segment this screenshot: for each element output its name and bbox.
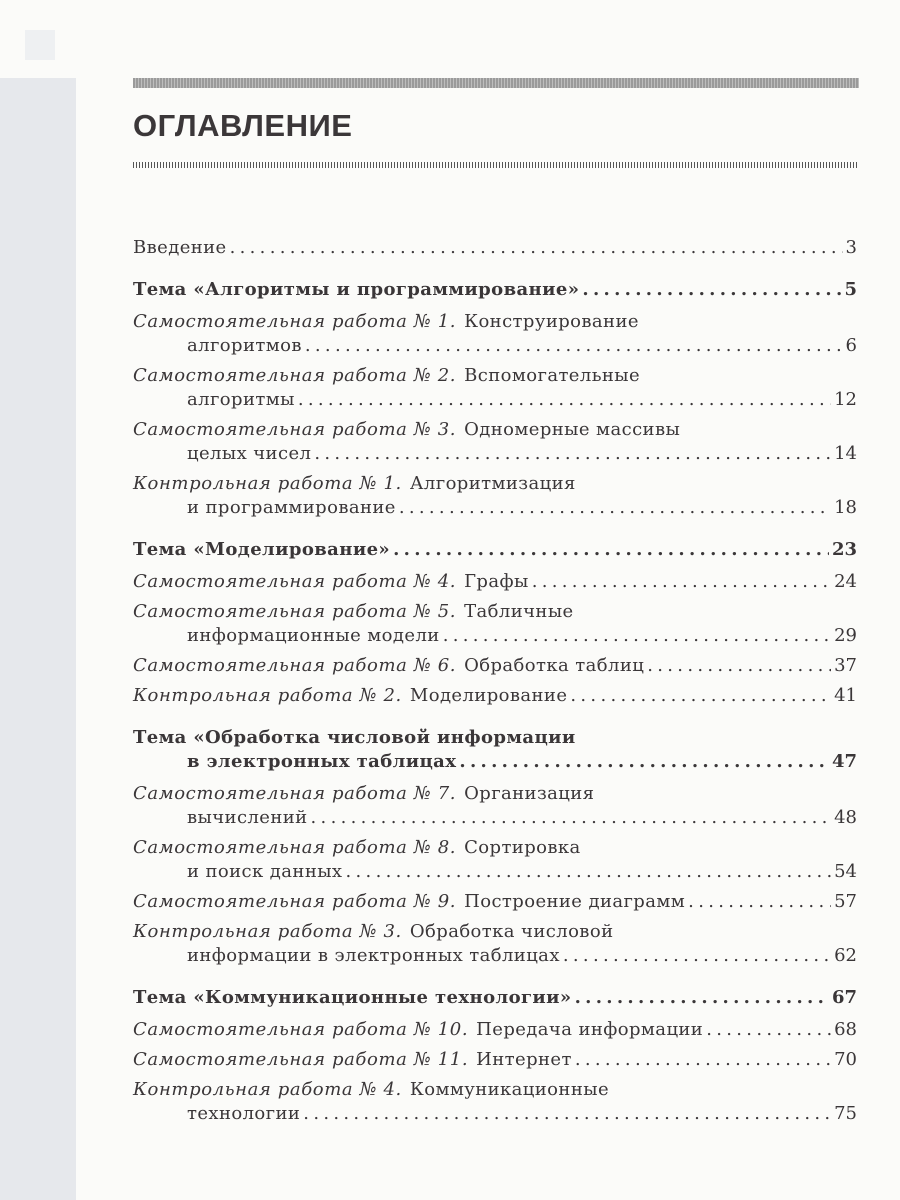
page-number: 6 xyxy=(845,335,857,356)
dot-leader xyxy=(532,570,831,594)
entry-title: Коммуникационные xyxy=(409,1079,609,1100)
entry-line xyxy=(133,890,857,914)
entry-title: Тема «Алгоритмы и программирование» xyxy=(133,279,580,300)
entry-title: Введение xyxy=(133,237,227,258)
dot-leader xyxy=(399,496,831,520)
entry-title-continuation: и поиск данных xyxy=(187,861,343,882)
dot-leader xyxy=(575,1048,831,1072)
entry-line-continuation xyxy=(133,1102,857,1126)
entry-title-continuation: целых чисел xyxy=(187,443,312,464)
entry-title: Организация xyxy=(464,783,595,804)
entry-label: Самостоятельная работа № 3. xyxy=(133,419,457,440)
entry-label: Самостоятельная работа № 5. xyxy=(133,601,457,622)
entry-label: Самостоятельная работа № 6. xyxy=(133,655,457,676)
entry-title-continuation: технологии xyxy=(187,1103,301,1124)
entry-title: Интернет xyxy=(476,1049,572,1070)
page-number: 68 xyxy=(834,1019,857,1040)
dot-leader xyxy=(311,806,832,830)
page-number: 70 xyxy=(834,1049,857,1070)
entry-title: Обработка таблиц xyxy=(464,655,645,676)
dot-leader xyxy=(314,442,831,466)
toc-entry[interactable] xyxy=(133,684,857,708)
entry-line xyxy=(133,310,857,334)
entry-line xyxy=(133,684,857,708)
entry-line xyxy=(133,236,857,260)
entry-title-continuation: и программирование xyxy=(187,497,396,518)
dot-leader xyxy=(570,684,831,708)
page-number: 29 xyxy=(834,625,857,646)
page-edge-shadow xyxy=(0,78,76,1200)
entry-line xyxy=(133,782,857,806)
entry-title-continuation: информации в электронных таблицах xyxy=(187,945,560,966)
entry-label: Самостоятельная работа № 10. xyxy=(133,1019,469,1040)
entry-line xyxy=(133,1048,857,1072)
title-divider xyxy=(133,162,859,168)
toc-topic[interactable] xyxy=(133,726,857,774)
scan-artifact xyxy=(25,30,55,60)
entry-line xyxy=(133,986,857,1010)
page-number: 12 xyxy=(834,389,857,410)
dot-leader xyxy=(443,624,831,648)
dot-leader xyxy=(303,1102,831,1126)
entry-line-continuation xyxy=(133,442,857,466)
toc-entry[interactable] xyxy=(133,570,857,594)
page-number: 5 xyxy=(844,279,857,300)
dot-leader xyxy=(230,236,843,260)
toc-entry[interactable] xyxy=(133,1048,857,1072)
entry-line xyxy=(133,278,857,302)
entry-title: Конструирование xyxy=(464,311,639,332)
toc-entry[interactable] xyxy=(133,310,857,358)
dot-leader xyxy=(459,750,829,774)
entry-line xyxy=(133,472,857,496)
toc-entry[interactable] xyxy=(133,364,857,412)
entry-label: Самостоятельная работа № 2. xyxy=(133,365,457,386)
toc-entry[interactable] xyxy=(133,418,857,466)
toc-topic[interactable] xyxy=(133,986,857,1010)
page-title: ОГЛАВЛЕНИЕ xyxy=(133,108,353,143)
page-number: 14 xyxy=(834,443,857,464)
entry-line xyxy=(133,836,857,860)
page-number: 57 xyxy=(834,891,857,912)
toc-topic[interactable] xyxy=(133,278,857,302)
toc-entry[interactable] xyxy=(133,472,857,520)
entry-title-continuation: вычислений xyxy=(187,807,308,828)
entry-line-continuation xyxy=(133,750,857,774)
entry-label: Самостоятельная работа № 7. xyxy=(133,783,457,804)
toc-entry[interactable] xyxy=(133,836,857,884)
entry-title-continuation: алгоритмов xyxy=(187,335,302,356)
toc-entry[interactable] xyxy=(133,1078,857,1126)
entry-label: Контрольная работа № 3. xyxy=(133,921,402,942)
entry-line xyxy=(133,1078,857,1102)
dot-leader xyxy=(647,654,831,678)
page-number: 48 xyxy=(834,807,857,828)
entry-title: Сортировка xyxy=(464,837,581,858)
toc-entry[interactable] xyxy=(133,890,857,914)
entry-title: Тема «Моделирование» xyxy=(133,539,391,560)
entry-label: Контрольная работа № 1. xyxy=(133,473,402,494)
entry-title: Табличные xyxy=(464,601,574,622)
page-number: 67 xyxy=(831,987,857,1008)
entry-line xyxy=(133,726,857,750)
entry-title: Построение диаграмм xyxy=(464,891,686,912)
page-number: 62 xyxy=(834,945,857,966)
entry-title: Моделирование xyxy=(409,685,568,706)
entry-line xyxy=(133,364,857,388)
entry-line xyxy=(133,418,857,442)
page-number: 24 xyxy=(834,571,857,592)
entry-label: Самостоятельная работа № 1. xyxy=(133,311,457,332)
entry-title-continuation: в электронных таблицах xyxy=(187,751,457,772)
entry-title-continuation: информационные модели xyxy=(187,625,440,646)
toc-entry[interactable] xyxy=(133,920,857,968)
entry-title-continuation: алгоритмы xyxy=(187,389,295,410)
dot-leader xyxy=(346,860,832,884)
entry-line-continuation xyxy=(133,388,857,412)
entry-line-continuation xyxy=(133,944,857,968)
entry-title: Передача информации xyxy=(476,1019,704,1040)
toc-entry[interactable] xyxy=(133,236,857,260)
entry-line xyxy=(133,570,857,594)
entry-line xyxy=(133,538,857,562)
entry-line xyxy=(133,1018,857,1042)
entry-title: Тема «Обработка числовой информации xyxy=(133,727,576,748)
page-number: 37 xyxy=(834,655,857,676)
dot-leader xyxy=(298,388,831,412)
entry-title: Вспомогательные xyxy=(464,365,641,386)
entry-title: Тема «Коммуникационные технологии» xyxy=(133,987,572,1008)
page-number: 41 xyxy=(834,685,857,706)
page-number: 54 xyxy=(834,861,857,882)
entry-label: Самостоятельная работа № 4. xyxy=(133,571,457,592)
entry-line-continuation xyxy=(133,334,857,358)
entry-label: Контрольная работа № 4. xyxy=(133,1079,402,1100)
toc-entry[interactable] xyxy=(133,1018,857,1042)
toc-entry[interactable] xyxy=(133,654,857,678)
dot-leader xyxy=(575,986,829,1010)
dot-leader xyxy=(688,890,831,914)
page-number: 75 xyxy=(834,1103,857,1124)
dot-leader xyxy=(393,538,829,562)
entry-title: Алгоритмизация xyxy=(409,473,576,494)
page-number: 3 xyxy=(845,237,857,258)
page-number: 47 xyxy=(831,751,857,772)
toc-entry[interactable] xyxy=(133,782,857,830)
entry-line-continuation xyxy=(133,806,857,830)
entry-label: Контрольная работа № 2. xyxy=(133,685,402,706)
entry-label: Самостоятельная работа № 11. xyxy=(133,1049,469,1070)
entry-line xyxy=(133,654,857,678)
dot-leader xyxy=(582,278,841,302)
entry-title: Одномерные массивы xyxy=(464,419,681,440)
dot-leader xyxy=(706,1018,831,1042)
toc-topic[interactable] xyxy=(133,538,857,562)
header-bar xyxy=(133,78,859,88)
entry-title: Графы xyxy=(464,571,529,592)
dot-leader xyxy=(305,334,843,358)
entry-line xyxy=(133,600,857,624)
dot-leader xyxy=(563,944,831,968)
page-number: 23 xyxy=(831,539,857,560)
entry-label: Самостоятельная работа № 9. xyxy=(133,891,457,912)
toc-entry[interactable] xyxy=(133,600,857,648)
entry-line-continuation xyxy=(133,860,857,884)
entry-line xyxy=(133,920,857,944)
entry-line-continuation xyxy=(133,496,857,520)
entry-label: Самостоятельная работа № 8. xyxy=(133,837,457,858)
page-number: 18 xyxy=(834,497,857,518)
entry-line-continuation xyxy=(133,624,857,648)
table-of-contents xyxy=(133,236,857,1126)
entry-title: Обработка числовой xyxy=(409,921,614,942)
